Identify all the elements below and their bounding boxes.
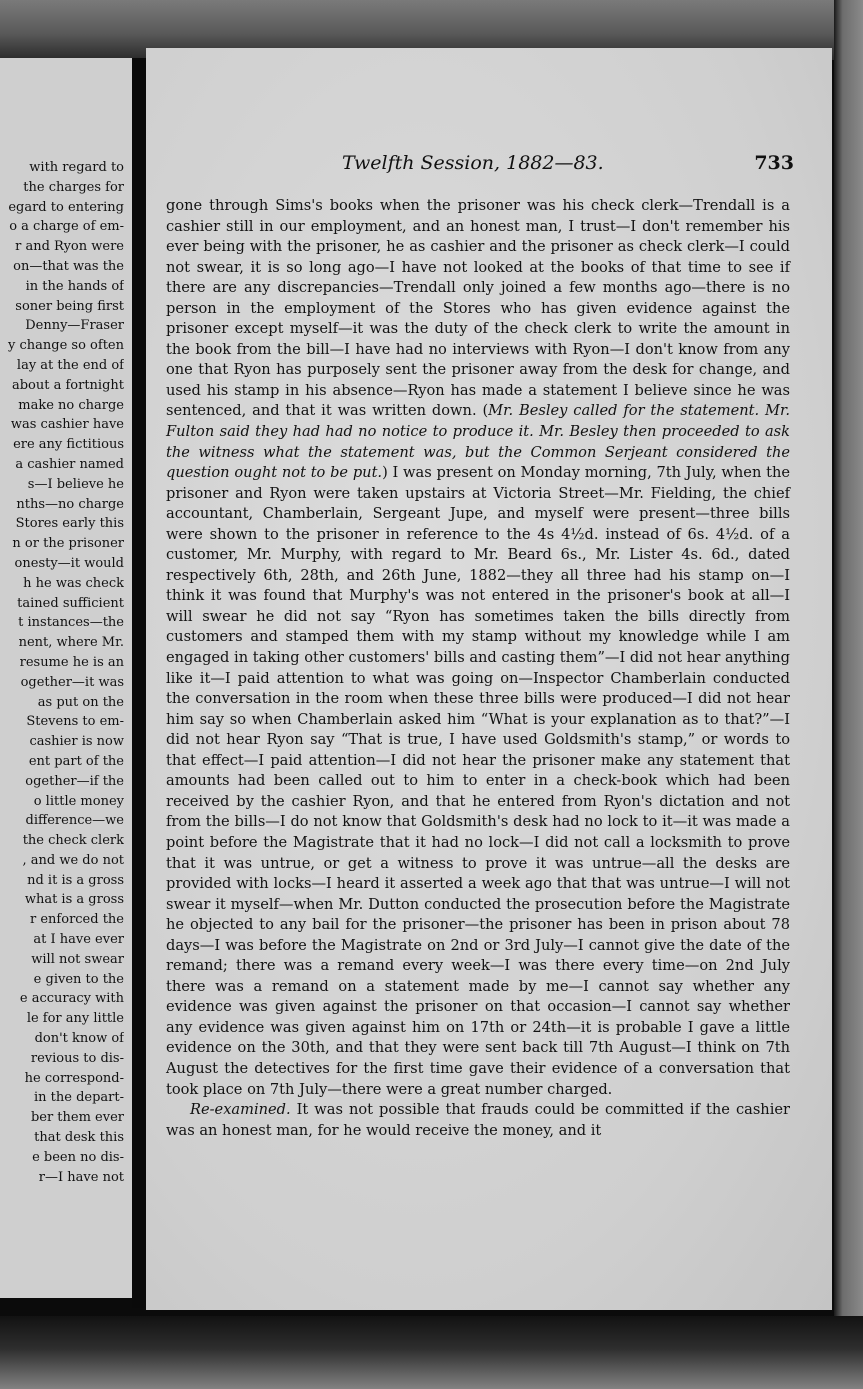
left-page-line: resume he is an <box>19 654 124 670</box>
page-number: 733 <box>754 152 794 174</box>
left-page-line: ber them ever <box>30 1110 124 1126</box>
left-page-line: nths—no charge <box>16 496 124 512</box>
testimony-text-continued: ) I was present on Monday morning, 7th July, when the prisoner and Ryon were taken upstairs at Victoria Street—Mr. Fielding, the chief accountant, Chamberlain, Sergeant Jupe, and myself were present—three bills were shown to the prisoner in reference to the 4s 4½d. instead of 6s. 4½d. of a customer, Mr. Murphy, with regard to Mr. Beard 6s., Mr. Lister 4s. 6d., dated respectively 6th, 28th, and 26th June, 1882—they all three had his stamp on—I think it was found that Murphy's was not entered in the prisoner's book at all—I will swear he did not say “Ryon has sometimes taken the bills directly from customers and stamped them with my stamp without my knowledge while I am engaged in taking other customers' bills and casting them”—I did not hear anything like it—I paid attention to what was going on—Inspector Chamberlain conducted the conversation in the room when these three bills were produced—I did not hear him say so when Chamberlain asked him “What is your explanation as to that?”—I did not hear Ryon say “That is true, I have used Goldsmith's stamp,” or words to that effect—I paid attention—I did not hear the prisoner make any statement that amounts had been called out to him to enter in a check-book which had been received by the cashier Ryon, and that he entered from Ryon's dictation and not from the bills—I do not know that Goldsmith's desk had no lock to it—it was made a point before the Magistrate that it had no lock—I did not call a locksmith to prove that it was untrue, or get a witness to prove it was untrue—all the desks are provided with locks—I heard it asserted a week ago that that was untrue—I will not swear it myself—when Mr. Dutton conducted the prosecution before the Magistrate he objected to any bail for the prisoner—the prisoner has been in prison about 78 days—I was before the Magistrate on 2nd or 3rd July—I cannot give the date of the remand; there was a remand every week—I was there every time—on 2nd July there was a remand on a statement made by me—I cannot say whether any evidence was given against the prisoner on that occasion—I cannot say whether any evidence was given against him on 17th or 24th—it is probable I gave a little evidence on the 30th, and that they were sent back till 7th August—I think on 7th August the detectives for the first time gave their evidence of a conversation that took place on 7th July—there were a great number charged. <box>166 464 790 1098</box>
testimony-paragraph <box>166 196 790 1100</box>
testimony-text: gone through Sims's books when the prisoner was his check clerk—Trendall is a cashier still in our employment, and an honest man, I trust—I don't remember his ever being with the prisoner, he as cashier and the prisoner as check clerk—I could not swear, it is so long ago—I have not looked at the books of that time to see if there are any discrepancies—Trendall only joined a few months ago—there is no person in the employment of the Stores who has given evidence against the prisoner except myself—it was the duty of the check clerk to write the amount in the book from the bill—I have had no interviews with Ryon—I don't know from any one that Ryon has purposely sent the prisoner away from the desk for change, and used his stamp in his absence—Ryon has made a statement I believe since he was sentenced, and that it was written down. ( <box>166 197 790 420</box>
left-page-line: nent, where Mr. <box>18 635 124 651</box>
left-page-line: o little money <box>33 793 124 809</box>
left-page-line: revious to dis- <box>30 1050 124 1066</box>
left-page-line: tained sufficient <box>17 595 124 611</box>
scan-background-right <box>834 0 863 1389</box>
left-page-line: that desk this <box>34 1130 124 1146</box>
left-page-line: e given to the <box>33 971 124 987</box>
left-page-line: t instances—the <box>18 615 124 631</box>
court-aside: Mr. Besley called for the statement. Mr. Fulton said they had had no notice to produce it. Mr. Besley then proceeded to ask the witness what the statement was, but the Common Serjeant considered the question ought not to be put. <box>166 402 790 482</box>
left-page-line: ogether—it was <box>20 674 124 690</box>
left-page-line: at I have ever <box>33 932 124 948</box>
left-page-line: on—that was the <box>13 258 124 274</box>
left-page-line: was cashier have <box>10 417 124 433</box>
left-page-line: soner being first <box>15 298 124 314</box>
left-page-line: e accuracy with <box>19 991 124 1007</box>
left-page-line: in the depart- <box>33 1090 124 1106</box>
left-page-line: r—I have not <box>38 1169 124 1185</box>
left-page-line: o a charge of em- <box>9 219 124 235</box>
left-page-line: s—I believe he <box>27 476 124 492</box>
left-page-line: ogether—if the <box>25 773 124 789</box>
left-page-line: the check clerk <box>22 833 124 849</box>
left-page-text <box>0 158 124 1187</box>
left-page-line: in the hands of <box>25 278 124 294</box>
left-page-line: the charges for <box>23 179 124 195</box>
left-page-line: Stevens to em- <box>26 714 124 730</box>
left-page-line: cashier is now <box>29 734 124 750</box>
running-header <box>146 152 832 178</box>
scan-background-bottom <box>0 1316 863 1389</box>
reexamined-label: Re-examined. <box>190 1101 291 1119</box>
left-page-line: egard to entering <box>8 199 124 215</box>
left-page-line: , and we do not <box>22 852 124 868</box>
left-facing-page <box>0 58 135 1298</box>
book-gutter <box>132 58 146 1308</box>
left-page-line: Denny—Fraser <box>25 318 124 334</box>
left-page-line: r and Ryon were <box>15 239 124 255</box>
body-text <box>166 196 790 1141</box>
left-page-line: he correspond- <box>24 1070 124 1086</box>
left-page-line: nd it is a gross <box>27 872 124 888</box>
left-page-line: le for any little <box>26 1011 124 1027</box>
running-title: Twelfth Session, 1882—83. <box>342 152 604 174</box>
left-page-line: difference—we <box>25 813 124 829</box>
left-page-line: ent part of the <box>28 753 124 769</box>
left-page-line: lay at the end of <box>16 357 124 373</box>
left-page-line: Stores early this <box>15 516 124 532</box>
left-page-line: will not swear <box>31 951 124 967</box>
reexamination-text: It was not possible that frauds could be committed if the cashier was an honest man, for he would receive the money, and it <box>166 1101 790 1139</box>
left-page-line: with regard to <box>29 160 124 175</box>
left-page-line: y change so often <box>8 338 124 354</box>
left-page-line: h he was check <box>23 575 124 591</box>
left-page-line: what is a gross <box>24 892 124 908</box>
left-page-line: ere any fictitious <box>13 437 124 453</box>
left-page-line: as put on the <box>37 694 124 710</box>
left-page-line: a cashier named <box>15 456 124 472</box>
left-page-line: don't know of <box>34 1031 124 1047</box>
left-page-line: make no charge <box>18 397 124 413</box>
left-page-line: about a fortnight <box>11 377 124 393</box>
left-page-line: e been no dis- <box>32 1149 124 1165</box>
reexamination-paragraph <box>166 1100 790 1141</box>
right-page <box>146 48 832 1310</box>
left-page-line: onesty—it would <box>14 555 124 571</box>
left-page-line: n or the prisoner <box>12 536 124 552</box>
left-page-line: r enforced the <box>30 912 124 928</box>
